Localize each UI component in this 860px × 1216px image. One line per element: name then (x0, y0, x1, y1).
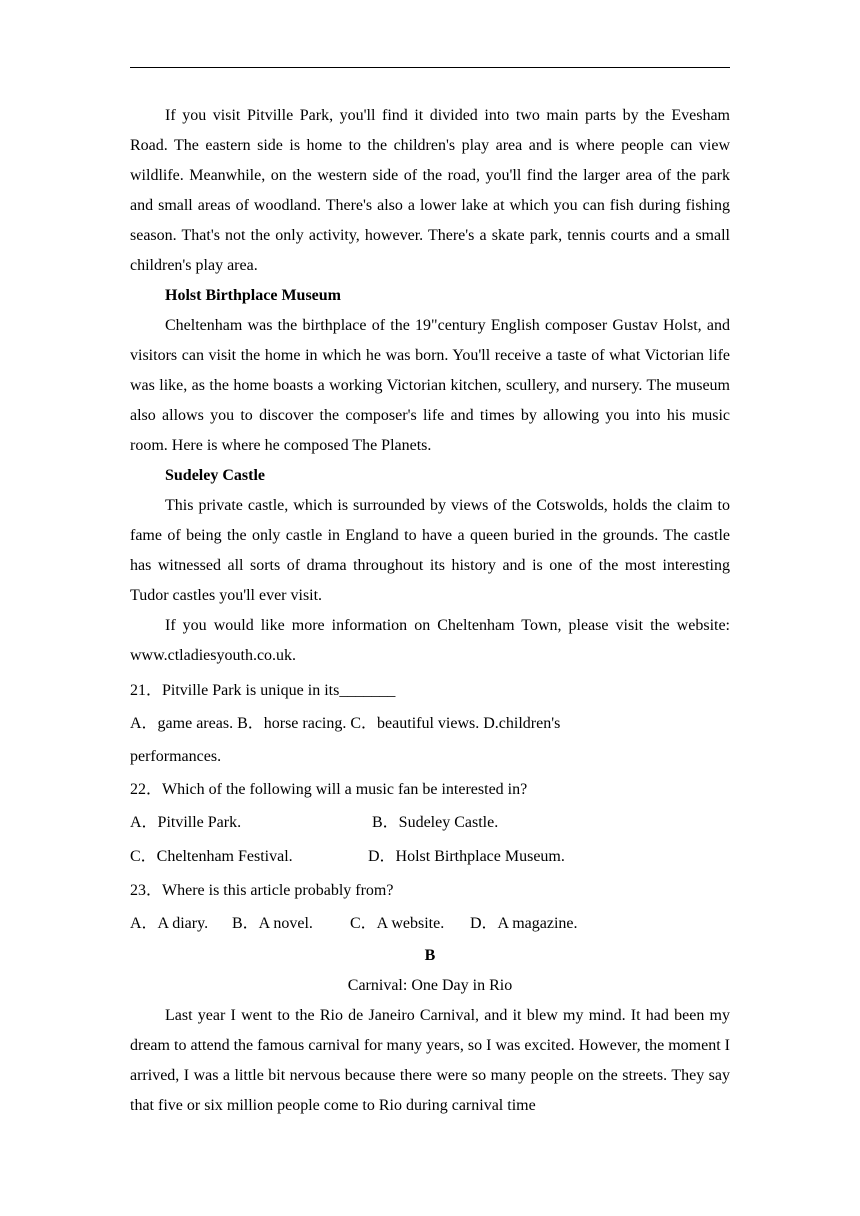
question-22-stem: 22．Which of the following will a music fan be interested in? (130, 781, 528, 798)
question-22-options-row-1 (130, 806, 730, 840)
sudeley-heading: Sudeley Castle (165, 467, 265, 484)
passage-b-title: Carnival: One Day in Rio (347, 977, 513, 994)
question-23 (130, 874, 730, 941)
question-23-stem: 23．Where is this article probably from? (130, 882, 394, 899)
question-21-options: A．game areas. B．horse racing. C．beautiful views. D.children's performances. (130, 715, 561, 765)
question-23-options-row (130, 907, 730, 941)
document-page (130, 101, 730, 1121)
holst-heading: Holst Birthplace Museum (165, 287, 341, 304)
question-22-options-row-2 (130, 840, 730, 874)
info-paragraph: If you would like more information on Cheltenham Town, please visit the website: www.ctladiesyouth.co.uk. (130, 617, 730, 664)
sudeley-paragraph: This private castle, which is surrounded by views of the Cotswolds, holds the claim to fame of being the only castle in England to have a queen buried in the grounds. The castle has witnessed all sorts of drama throughout its history and is one of the most interesting Tudor castles you'll ever visit. (130, 497, 730, 604)
pitville-paragraph: If you visit Pitville Park, you'll find it divided into two main parts by the Evesham Road. The eastern side is home to the children's play area and is where people can view wildlife. Meanwhile, on the western side of the road, you'll find the larger area of the park and small areas of woodland. There's also a lower lake at which you can fish during fishing season. That's not the only activity, however. There's a skate park, tennis courts and a small children's play area. (130, 107, 730, 274)
holst-paragraph: Cheltenham was the birthplace of the 19"century English composer Gustav Holst, and visitors can visit the home in which he was born. You'll receive a taste of what Victorian life was like, as the home boasts a working Victorian kitchen, scullery, and nursery. The museum also allows you to discover the composer's life and times by allowing you into his music room. Here is where he composed The Planets. (130, 317, 730, 454)
question-22 (130, 773, 730, 874)
question-23-option-b: B．A novel. (232, 915, 313, 932)
question-23-option-c: C．A website. (350, 915, 445, 932)
question-23-option-d: D．A magazine. (470, 915, 578, 932)
question-22-option-a: A．Pitville Park. (130, 814, 242, 831)
question-23-option-a: A．A diary. (130, 915, 209, 932)
question-22-option-b: B．Sudeley Castle. (372, 814, 499, 831)
question-21 (130, 674, 730, 773)
question-22-option-c: C．Cheltenham Festival. (130, 848, 293, 865)
question-21-stem: 21．Pitville Park is unique in its_______ (130, 682, 396, 699)
question-22-option-d: D．Holst Birthplace Museum. (368, 848, 565, 865)
rio-paragraph: Last year I went to the Rio de Janeiro Carnival, and it blew my mind. It had been my dream to attend the famous carnival for many years, so I was excited. However, the moment I arrived, I was a little bit nervous because there were so many people on the streets. They say that five or six million people come to Rio during carnival time (130, 1007, 730, 1114)
section-b-label: B (424, 947, 436, 964)
header-rule (130, 67, 730, 68)
